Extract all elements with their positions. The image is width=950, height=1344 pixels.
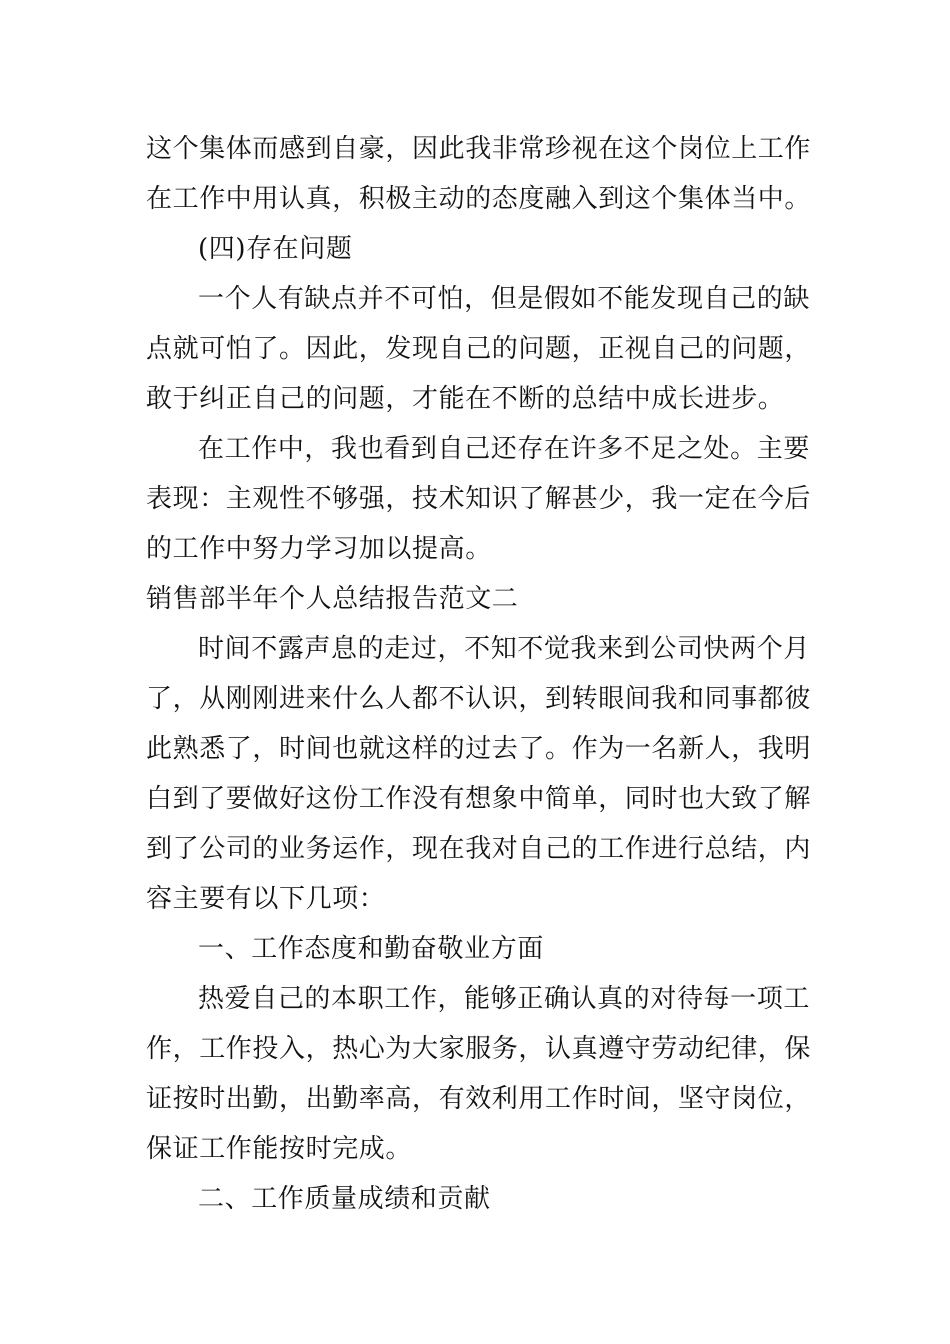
text-line: 证按时出勤，出勤率高，有效利用工作时间，坚守岗位， [146,1084,812,1114]
text-line: 敢于纠正自己的问题，才能在不断的总结中成长进步。 [146,384,785,414]
text-line: 点就可怕了。因此，发现自己的问题，正视自己的问题， [146,334,812,364]
text-line: 热爱自己的本职工作，能够正确认真的对待每一项工 [198,984,810,1014]
text-line: 在工作中，我也看到自己还存在许多不足之处。主要 [198,434,810,464]
section-heading [146,1174,810,1224]
paragraph [146,274,810,424]
text-line: 此熟悉了，时间也就这样的过去了。作为一名新人，我明 [146,734,812,764]
heading-text: 一、工作态度和勤奋敬业方面 [198,934,544,964]
title-text: 销售部半年个人总结报告范文二 [146,584,519,614]
section-heading [146,224,810,274]
paragraph [146,624,810,924]
text-line: 时间不露声息的走过，不知不觉我来到公司快两个月 [198,634,810,664]
text-line: 容主要有以下几项： [146,884,386,914]
paragraph [146,424,810,574]
heading-text: (四)存在问题 [198,234,353,264]
heading-text: 二、工作质量成绩和贡献 [198,1184,491,1214]
text-line: 白到了要做好这份工作没有想象中简单，同时也大致了解 [146,784,812,814]
paragraph-continued [146,124,810,224]
text-line: 在工作中用认真，积极主动的态度融入到这个集体当中。 [146,184,812,214]
document-body [146,124,810,1224]
text-line: 了，从刚刚进来什么人都不认识，到转眼间我和同事都彼 [146,684,812,714]
paragraph [146,974,810,1174]
text-line: 到了公司的业务运作，现在我对自己的工作进行总结，内 [146,834,812,864]
text-line: 保证工作能按时完成。 [146,1134,413,1164]
text-line: 这个集体而感到自豪，因此我非常珍视在这个岗位上工作 [146,134,812,164]
section-heading [146,924,810,974]
text-line: 表现：主观性不够强，技术知识了解甚少，我一定在今后 [146,484,812,514]
document-title [146,574,810,624]
text-line: 作，工作投入，热心为大家服务，认真遵守劳动纪律，保 [146,1034,812,1064]
text-line: 一个人有缺点并不可怕，但是假如不能发现自己的缺 [198,284,810,314]
text-line: 的工作中努力学习加以提高。 [146,534,492,564]
